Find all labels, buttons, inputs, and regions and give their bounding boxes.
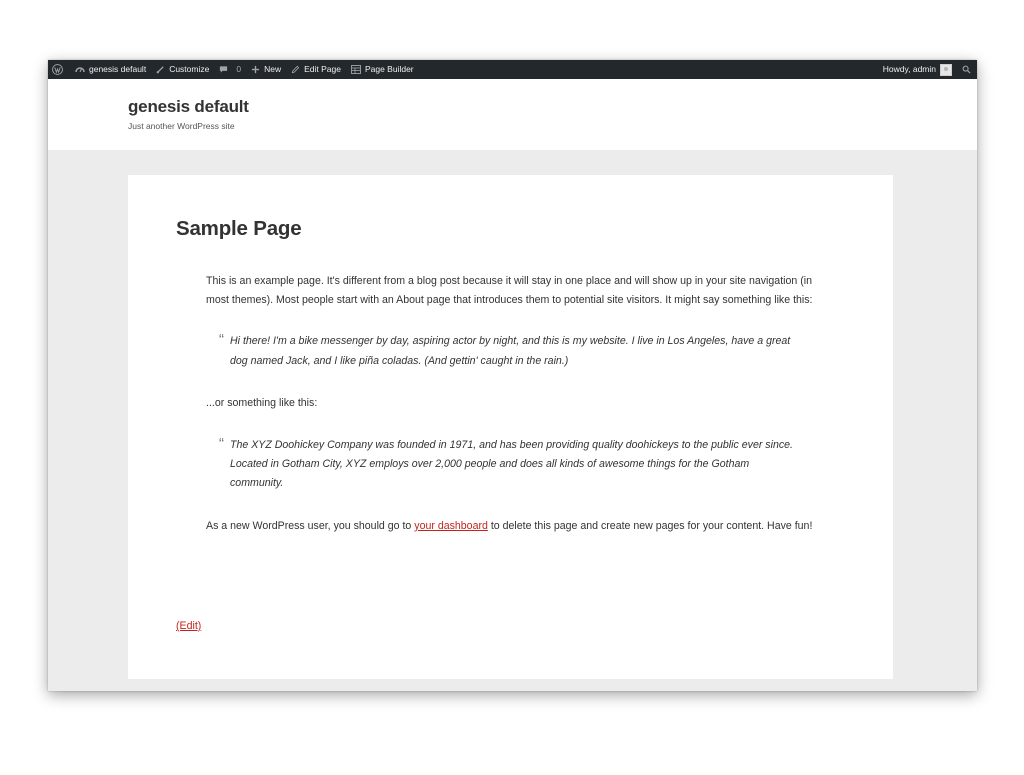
- edit-page-label: Edit Page: [304, 64, 341, 74]
- site-header: [48, 79, 977, 150]
- howdy-label: Howdy, admin: [882, 64, 936, 74]
- brush-icon: [156, 65, 165, 74]
- admin-bar: [48, 60, 977, 79]
- avatar: [940, 64, 952, 76]
- comments-link[interactable]: [214, 60, 246, 79]
- site-name-label: genesis default: [89, 64, 147, 74]
- quote-1-text: Hi there! I'm a bike messenger by day, aspiring actor by night, and this is my website. I live in Los Angeles, have a great dog named Jack, and I like piña coladas. (And gettin' caught in the rain.): [230, 335, 791, 367]
- admin-bar-left: [48, 60, 419, 79]
- comment-bubble-icon: [219, 65, 228, 74]
- plus-icon: [251, 65, 260, 74]
- blockquote-2: [219, 435, 800, 494]
- content-card: [128, 175, 893, 679]
- customize-label: Customize: [169, 64, 210, 74]
- comments-count: 0: [236, 64, 242, 74]
- wordpress-logo-icon: [52, 64, 63, 75]
- quote-mark-icon: “: [219, 435, 224, 453]
- edit-link[interactable]: (Edit): [176, 620, 202, 632]
- my-account-menu[interactable]: [878, 60, 957, 79]
- dashboard-icon: [75, 65, 85, 74]
- wordpress-menu[interactable]: [48, 60, 70, 79]
- middle-paragraph: ...or something like this:: [206, 396, 318, 409]
- quote-mark-icon: “: [219, 331, 224, 349]
- new-label: New: [264, 64, 282, 74]
- search-toggle[interactable]: [957, 60, 977, 79]
- page-builder-label: Page Builder: [364, 64, 414, 74]
- site-description: Just another WordPress site: [128, 121, 235, 131]
- page-builder-icon: [351, 65, 361, 74]
- search-icon: [962, 65, 971, 74]
- new-content-menu[interactable]: [246, 60, 286, 79]
- edit-page-link[interactable]: [286, 60, 346, 79]
- entry-content: [206, 272, 816, 536]
- admin-bar-right: [878, 60, 977, 79]
- quote-2-text: The XYZ Doohickey Company was founded in 1971, and has been providing quality doohickeys to the public ever since. Located in Gotham City, XYZ employs over 2,000 people and does all kinds of awesome things for the Gotham community.: [230, 439, 793, 490]
- intro-paragraph: This is an example page. It's different from a blog post because it will stay in one place and will show up in your site navigation (in most themes). Most people start with an About page that introduces them to potential site visitors. It might say something like this:: [206, 275, 813, 307]
- site-name-menu[interactable]: [70, 60, 151, 79]
- site-title[interactable]: genesis default: [128, 97, 249, 116]
- outro-text-after: to delete this page and create new pages for your content. Have fun!: [487, 519, 813, 532]
- outro-paragraph: [206, 517, 816, 536]
- page-title: Sample Page: [176, 217, 302, 240]
- customize-link[interactable]: [151, 60, 214, 79]
- pencil-icon: [291, 65, 300, 74]
- blockquote-1: [219, 331, 800, 370]
- page-builder-link[interactable]: [346, 60, 419, 79]
- outro-text-before: As a new WordPress user, you should go to: [206, 519, 415, 532]
- dashboard-link[interactable]: your dashboard: [414, 519, 488, 532]
- browser-window: [48, 60, 977, 691]
